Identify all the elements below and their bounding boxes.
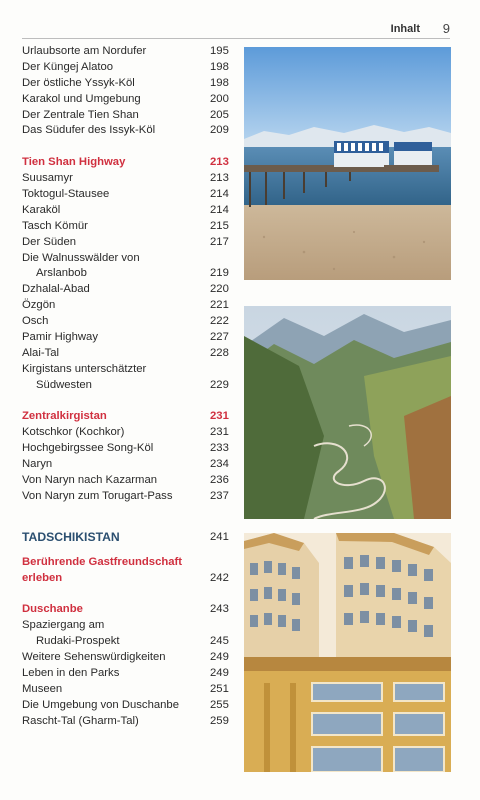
toc-entry[interactable]: Der östliche Yssyk-Köl 198 xyxy=(22,76,229,89)
toc-entry[interactable]: Der Süden 217 xyxy=(22,235,229,248)
toc-entry[interactable]: Karakol und Umgebung 200 xyxy=(22,92,229,105)
spacer xyxy=(22,394,232,410)
toc-entry[interactable]: Der Küngej Alatoo 198 xyxy=(22,60,229,73)
spacer xyxy=(22,546,232,555)
toc-entry[interactable]: Von Naryn zum Torugart-Pass 237 xyxy=(22,489,229,502)
toc-entry[interactable]: Hochgebirgssee Song-Köl 233 xyxy=(22,442,229,455)
toc-entry[interactable]: Weitere Sehenswürdigkeiten 249 xyxy=(22,650,229,663)
toc-entry[interactable]: Suusamyr 213 xyxy=(22,172,229,185)
toc-entry[interactable]: Die Umgebung von Duschanbe 255 xyxy=(22,698,229,711)
toc-section-zentralkirgistan[interactable]: Zentralkirgistan 231 xyxy=(22,410,229,423)
photo-dushanbe-buildings xyxy=(244,533,451,772)
table-of-contents xyxy=(22,44,232,729)
mountain-pass-illustration xyxy=(244,306,451,519)
toc-entry[interactable]: Naryn 234 xyxy=(22,458,229,471)
toc-entry-line[interactable]: Die Walnusswälder von xyxy=(22,251,140,264)
photo-mountain-pass xyxy=(244,306,451,519)
spacer xyxy=(22,139,232,155)
spacer xyxy=(22,586,232,602)
toc-entry[interactable]: Museen 251 xyxy=(22,682,229,695)
lake-pier-illustration xyxy=(244,47,451,280)
toc-entry[interactable]: Das Südufer des Issyk-Köl 209 xyxy=(22,124,229,137)
toc-entry[interactable]: Von Naryn nach Kazarman 236 xyxy=(22,474,229,487)
toc-entry[interactable]: Dzhalal-Abad 220 xyxy=(22,283,229,296)
toc-entry[interactable]: Arslanbob 219 xyxy=(36,267,229,280)
toc-entry[interactable]: Rascht-Tal (Gharm-Tal) 259 xyxy=(22,714,229,727)
toc-section-hospitality[interactable]: erleben 242 xyxy=(22,571,229,584)
toc-entry[interactable]: Südwesten 229 xyxy=(36,378,229,391)
toc-section-duschanbe[interactable]: Duschanbe 243 xyxy=(22,603,229,616)
header-page-number: 9 xyxy=(442,21,450,36)
toc-entry[interactable]: Rudaki-Prospekt 245 xyxy=(36,635,229,648)
spacer xyxy=(22,521,232,530)
toc-entry[interactable]: Osch 222 xyxy=(22,315,229,328)
toc-entry[interactable]: Özgön 221 xyxy=(22,299,229,312)
page-header xyxy=(22,22,450,39)
toc-entry[interactable]: Karaköl 214 xyxy=(22,203,229,216)
spacer xyxy=(22,505,232,521)
toc-entry[interactable]: Kotschkor (Kochkor) 231 xyxy=(22,426,229,439)
toc-country-tadschikistan[interactable]: TADSCHIKISTAN 241 xyxy=(22,529,229,544)
toc-entry[interactable]: Alai-Tal 228 xyxy=(22,346,229,359)
toc-entry[interactable]: Toktogul-Stausee 214 xyxy=(22,188,229,201)
toc-section-line[interactable]: Berührende Gastfreundschaft xyxy=(22,555,183,568)
toc-entry[interactable]: Der Zentrale Tien Shan 205 xyxy=(22,108,229,121)
toc-section-tien-shan-highway[interactable]: Tien Shan Highway 213 xyxy=(22,156,229,169)
toc-entry[interactable]: Urlaubsorte am Nordufer 195 xyxy=(22,45,229,57)
toc-entry-line[interactable]: Spaziergang am xyxy=(22,619,105,632)
toc-entry[interactable]: Pamir Highway 227 xyxy=(22,331,229,344)
header-title: Inhalt xyxy=(390,23,420,35)
photo-lake-pier xyxy=(244,47,451,280)
toc-entry-line[interactable]: Kirgistans unterschätzter xyxy=(22,362,147,375)
toc-entry[interactable]: Tasch Kömür 215 xyxy=(22,219,229,232)
toc-entry[interactable]: Leben in den Parks 249 xyxy=(22,666,229,679)
dushanbe-buildings-illustration xyxy=(244,533,451,772)
